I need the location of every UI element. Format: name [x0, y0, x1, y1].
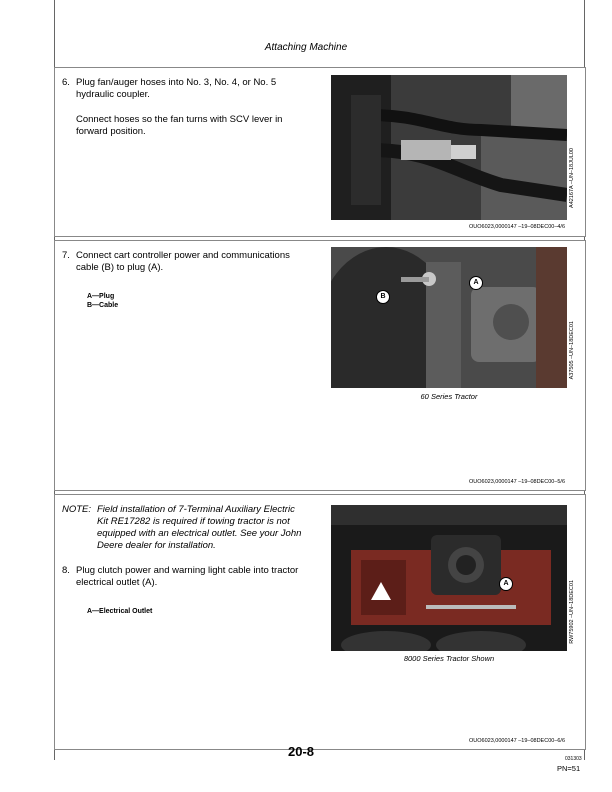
- step-text-line-2: hydraulic coupler.: [76, 89, 150, 100]
- hydraulic-coupler-illustration: [331, 75, 567, 220]
- electrical-outlet-illustration: [331, 505, 567, 651]
- footer-part-number: PN=51: [557, 764, 581, 773]
- photo-side-code: A42167A –UN–18JUL00: [569, 148, 575, 208]
- step-text-line-2: electrical outlet (A).: [76, 577, 158, 588]
- section-reference: OUO6023,0000147 –19–08DEC00–5/6: [469, 479, 566, 485]
- step-text-line-1: Plug clutch power and warning light cable into tractor: [76, 565, 299, 576]
- callout-b-marker: B: [376, 290, 390, 304]
- step-paragraph-line-1: Connect hoses so the fan turns with SCV lever in: [76, 114, 283, 125]
- note-line-4: Deere dealer for installation.: [97, 540, 216, 551]
- photo-side-code: A37505 –UN–18DEC01: [569, 321, 575, 380]
- note-label: NOTE:: [62, 504, 92, 515]
- note-line-1: Field installation of 7-Terminal Auxiliary Electric: [97, 504, 295, 515]
- step-paragraph-line-2: forward position.: [76, 126, 146, 137]
- section-step-8: [54, 494, 586, 750]
- section-step-7: [54, 240, 586, 491]
- callout-a-marker: A: [499, 577, 513, 591]
- legend-item-a: A—Plug: [87, 293, 115, 300]
- page-header-title: Attaching Machine: [264, 42, 348, 53]
- note-line-3: equipped with an electrical outlet. See your John: [97, 528, 302, 539]
- step-number: 6.: [62, 77, 70, 88]
- step-number: 8.: [62, 565, 70, 576]
- photo-caption: 8000 Series Tractor Shown: [403, 654, 495, 663]
- section-step-6: [54, 67, 586, 237]
- legend-item-a: A—Electrical Outlet: [87, 608, 153, 615]
- step-text-line-1: Plug fan/auger hoses into No. 3, No. 4, or No. 5: [76, 77, 277, 88]
- callout-a-marker: A: [469, 276, 483, 290]
- step-text-line-2: cable (B) to plug (A).: [76, 262, 164, 273]
- photo-caption: 60 Series Tractor: [420, 392, 478, 401]
- electrical-outlet-photo: [331, 505, 567, 651]
- photo-side-code: RW75902 –UN–18DEC01: [569, 580, 575, 644]
- tractor-plug-photo: [331, 247, 567, 388]
- legend-item-b: B—Cable: [87, 302, 119, 309]
- step-text-line-1: Connect cart controller power and communications: [76, 250, 290, 261]
- page-number: 20-8: [288, 744, 315, 759]
- section-reference: OUO6023,0000147 –19–08DEC00–6/6: [469, 738, 566, 744]
- note-line-2: Kit RE17282 is required if towing tractor is not: [97, 516, 290, 527]
- hydraulic-coupler-photo: [331, 75, 567, 220]
- step-number: 7.: [62, 250, 70, 261]
- footer-code: 031303: [565, 756, 582, 762]
- section-reference: OUO6023,0000147 –19–08DEC00–4/6: [469, 224, 566, 230]
- tractor-plug-illustration: [331, 247, 567, 388]
